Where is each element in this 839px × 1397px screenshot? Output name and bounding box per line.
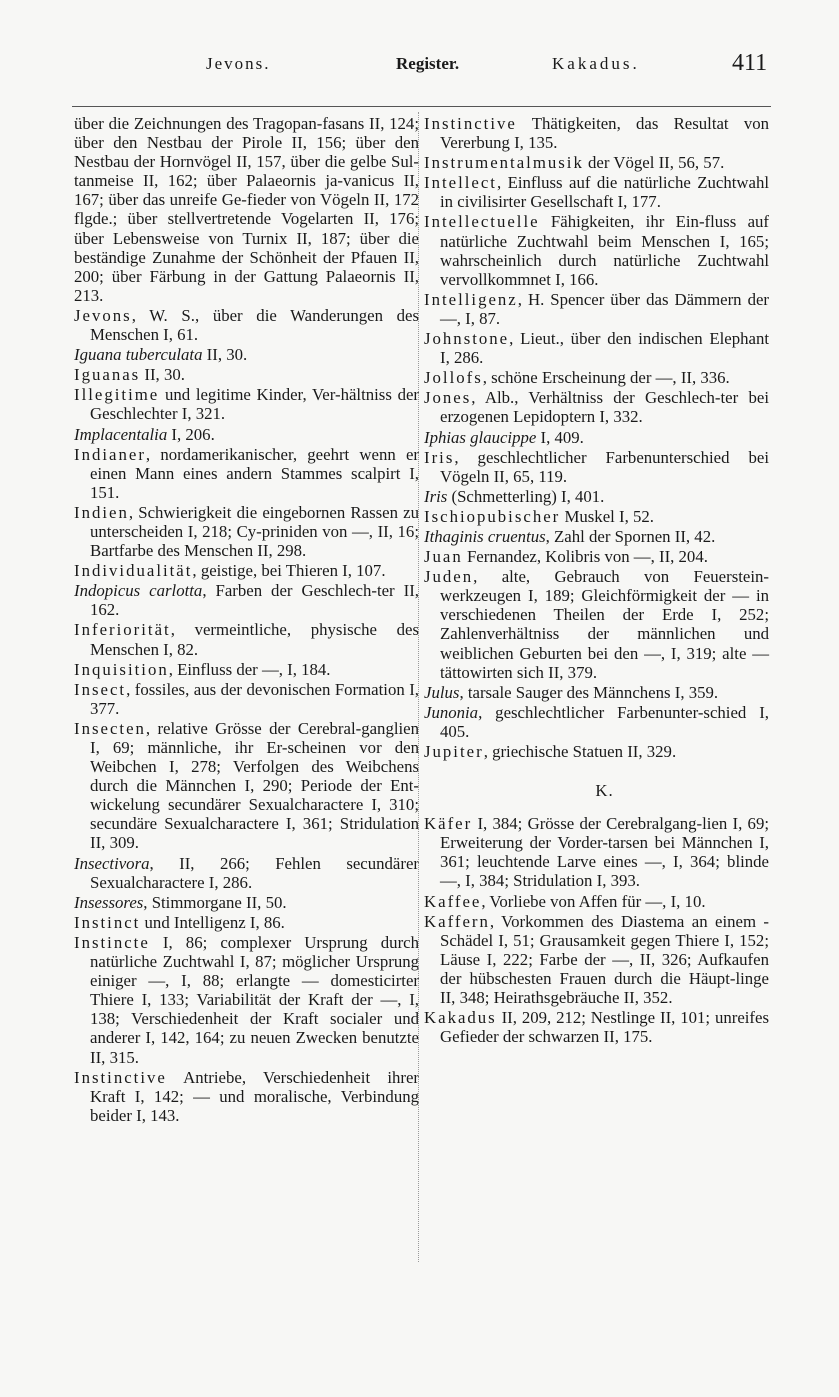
entry-keyword: Intellectuelle [424,212,540,232]
header-right-keyword: Kakadus. [552,54,640,73]
index-entry [74,365,419,384]
entry-text: II, 209, 212; Nestlinge II, 101; unreifes Gefieder der schwarzen II, 175. [440,1008,769,1047]
entry-keyword: Juan [424,547,463,567]
entry-text: , alte, Gebrauch von Feuerstein-werkzeugen I, 189; Gleichförmigkeit der — in verschiedenen Theilen der Erde I, 252; Zahlenverhältniss der männlichen und weiblichen Geburten bei den —, I, 319; alte — tättowirten sich II, 379. [440,567,769,682]
entry-text: II, 30. [202,345,248,365]
index-entry [424,912,769,1007]
index-entry [74,913,419,932]
index-entry [74,680,419,718]
entry-text: , Alb., Verhältniss der Geschlech-ter bei erzogenen Lepidoptern I, 332. [440,388,769,427]
entry-keyword: Instinct [74,912,141,932]
index-entry [424,547,769,566]
entry-text: , tarsale Sauger des Männchens I, 359. [459,682,719,702]
index-entry [424,290,769,328]
entry-keyword: Instinctive [74,1067,167,1087]
index-entry [424,329,769,367]
entry-keyword: Indopicus carlotta [74,581,203,601]
entry-text: I, 384; Grösse der Cerebralgang-lien I, 69; Erweiterung der Vorder-tarsen bei Männchen I, 361; leuchtende Larve eines —, I, 364; blinde —, I, 384; Stridulation I, 393. [440,814,769,891]
entry-text: Fernandez, Kolibris von —, II, 204. [462,547,708,567]
index-entry [424,114,769,152]
entry-text: , Farben der Geschlech-ter II, 162. [90,581,419,620]
index-entry [74,1068,419,1125]
entry-keyword: Insecten [74,718,146,738]
index-entry [74,425,419,444]
index-entry [74,581,419,619]
entry-keyword: Instrumentalmusik [424,153,584,173]
entry-keyword: Intellect [424,173,497,193]
index-entry [74,114,419,305]
section-heading: K. [595,781,614,801]
index-entry [424,173,769,211]
entry-text: , Vorkommen des Diastema an einem -Schädel I, 51; Grausamkeit gegen Thiere I, 152; Läuse I, 222; Farbe der —, II, 326; Aufkaufen der hübschesten Frauen durch die Häupt-linge II, 348; Heirathsgebräuche II, 352. [440,911,769,1008]
entry-text: und legitime Kinder, Ver-hältniss der Geschlechter I, 321. [90,385,419,424]
entry-keyword: Instinctive [424,114,517,133]
entry-keyword: Jevons [74,305,132,325]
entry-keyword: Indianer [74,444,146,464]
entry-text: , nordamerikanischer, geehrt wenn er einen Mann eines andern Stammes scalpirt I, 151. [90,444,419,502]
entry-keyword: Kakadus [424,1008,497,1028]
entry-keyword: Illegitime [74,385,160,405]
index-entry [424,683,769,702]
index-entry [424,212,769,288]
entry-text: der Vögel II, 56, 57. [583,153,725,173]
entry-text: Antriebe, Verschiedenheit ihrer Kraft I, 142; — und moralische, Verbindung beider I, 143. [90,1067,419,1125]
entry-text: , Einfluss der —, I, 184. [168,659,331,679]
entry-text: , Zahl der Spornen II, 42. [545,526,716,546]
entry-text: , schöne Erscheinung der —, II, 336. [482,368,730,388]
entry-text: , W. S., über die Wanderungen des Menschen I, 61. [90,305,419,345]
index-entry [74,719,419,853]
entry-text: , vermeintliche, physische des Menschen I, 82. [90,620,419,659]
index-entry [74,933,419,1067]
entry-text: , Stimmorgane II, 50. [143,892,287,912]
index-entry [424,814,769,890]
index-entry [424,507,769,526]
entry-text: , griechische Statuen II, 329. [483,742,677,761]
entry-text: , geistige, bei Thieren I, 107. [192,561,386,581]
entry-text: , relative Grösse der Cerebral-ganglien I, 69; männliche, ihr Er-scheinen vor den Weibchen I, 278; Verfolgen des Weibchens durch die Männchen I, 290; Periode der Ent-wickelung secundärer Sexualcharactere I, 310; secundäre Sexualcharactere I, 361; Stridulation II, 309. [90,718,419,853]
page-number: 411 [732,50,768,76]
entry-keyword: Kaffern [424,911,490,931]
index-entry [74,345,419,364]
entry-text: über die Zeichnungen des Tragopan-fasans II, 124; über den Nestbau der Pirole II, 156; über den Nestbau der Hornvögel II, 157, über die gelbe Sul-tanmeise II, 162; über Palaeornis ja-vanicus II, 167; über das unreife Ge-fieder von Vögeln II, 172 flgde.; über stellvertretende Vogelarten II, 176; über Lebensweise von Turnix II, 187; über die beständige Zunahme der Schönheit der Pfauen II, 200; über Färbung in der Gattung Palaeornis II, 213. [74,114,419,305]
index-entry [74,620,419,658]
entry-text: I, 409. [536,427,584,447]
index-entry [424,428,769,447]
entry-keyword: Iris [424,486,448,506]
index-entry [424,153,769,172]
entry-keyword: Implacentalia [74,424,168,444]
index-entry [424,448,769,486]
index-entry [424,1008,769,1046]
entry-keyword: Iguana tuberculata [74,345,203,365]
entry-keyword: Instincte [74,932,150,952]
index-entry [74,893,419,912]
index-entry [424,567,769,682]
entry-text: , Vorliebe von Affen für —, I, 10. [481,891,706,911]
index-entry [424,487,769,506]
entry-keyword: Junonia [424,702,479,722]
entry-text: , fossiles, aus der devonischen Formation I, 377. [90,679,419,718]
index-entry [74,306,419,344]
index-entry [74,503,419,560]
entry-text: , Lieut., über den indischen Elephant I, 286. [440,329,769,368]
entry-keyword: Kaffee [424,891,482,911]
header-left-keyword: Jevons. [206,54,271,73]
entry-text: II, 30. [140,365,185,385]
entry-keyword: Iphias glaucippe [424,427,537,447]
entry-keyword: Julus [424,682,460,702]
entry-keyword: Juden [424,567,474,587]
entry-text: I, 206. [167,424,215,444]
index-entry [424,742,769,761]
entry-keyword: Jones [424,388,472,408]
entry-text: , H. Spencer über das Dämmern der —, I, 87. [440,289,769,328]
entry-text: , II, 266; Fehlen secundärer Sexualcharactere I, 286. [90,853,419,892]
index-entry [74,385,419,423]
entry-text: I, 86; complexer Ursprung durch natürliche Zuchtwahl I, 87; möglicher Ursprung einiger —, I, 88; erlangte — domesticirter Thiere I, 133; Variabilität der Kraft der —, I, 138; Verschiedenheit der Kraft socialer und anderer I, 142, 164; zu neuen Zwecken benutzte II, 315. [90,932,419,1067]
index-entry [424,527,769,546]
entry-text: Thätigkeiten, das Resultat von Vererbung I, 135. [440,114,769,153]
header-title: Register. [396,54,460,73]
entry-keyword: Insect [74,679,127,699]
index-entry [74,445,419,502]
entry-keyword: Iguanas [74,365,141,385]
index-entry [424,703,769,741]
entry-text: , Einfluss auf die natürliche Zuchtwahl in civilisirter Gesellschaft I, 177. [440,173,769,212]
entry-keyword: Jollofs [424,368,483,388]
index-entry [74,561,419,580]
entry-text: (Schmetterling) I, 401. [447,486,605,506]
index-entry [424,892,769,911]
entry-keyword: Jupiter [424,742,484,761]
entry-keyword: Johnstone [424,329,510,349]
entry-keyword: Iris [424,447,455,467]
entry-keyword: Indien [74,502,129,522]
entry-keyword: Ischiopubischer [424,506,561,526]
entry-text: , geschlechtlicher Farbenunter-schied I, 405. [440,702,769,741]
entry-text: , geschlechtlicher Farbenunterschied bei Vögeln II, 65, 119. [440,447,769,486]
entry-keyword: Individualität [74,561,193,581]
index-entry [74,854,419,892]
header-rule [72,106,771,107]
index-entry [74,660,419,679]
entry-keyword: Ithaginis cruentus [424,526,546,546]
entry-text: Fähigkeiten, ihr Ein-fluss auf natürliche Zuchtwahl beim Menschen I, 165; wahrscheinlich durch natürliche Zuchtwahl vervollkommnet I, 166. [440,212,769,289]
entry-text: und Intelligenz I, 86. [140,912,285,932]
entry-keyword: Insessores [74,892,144,912]
entry-keyword: Inferiorität [74,620,171,640]
entry-keyword: Insectivora [74,853,150,873]
entry-keyword: Käfer [424,814,473,834]
entry-text: , Schwierigkeit die eingebornen Rassen zu unterscheiden I, 218; Cy-priniden von —, II, 16; Bartfarbe des Menschen II, 298. [90,502,419,561]
index-entry [424,388,769,426]
entry-text: Muskel I, 52. [560,506,654,526]
running-header [72,50,772,82]
entry-keyword: Intelligenz [424,289,518,309]
column-divider [418,112,419,1262]
entry-keyword: Inquisition [74,659,169,679]
left-column [74,114,419,1126]
index-entry [424,368,769,387]
right-column [424,114,769,1047]
